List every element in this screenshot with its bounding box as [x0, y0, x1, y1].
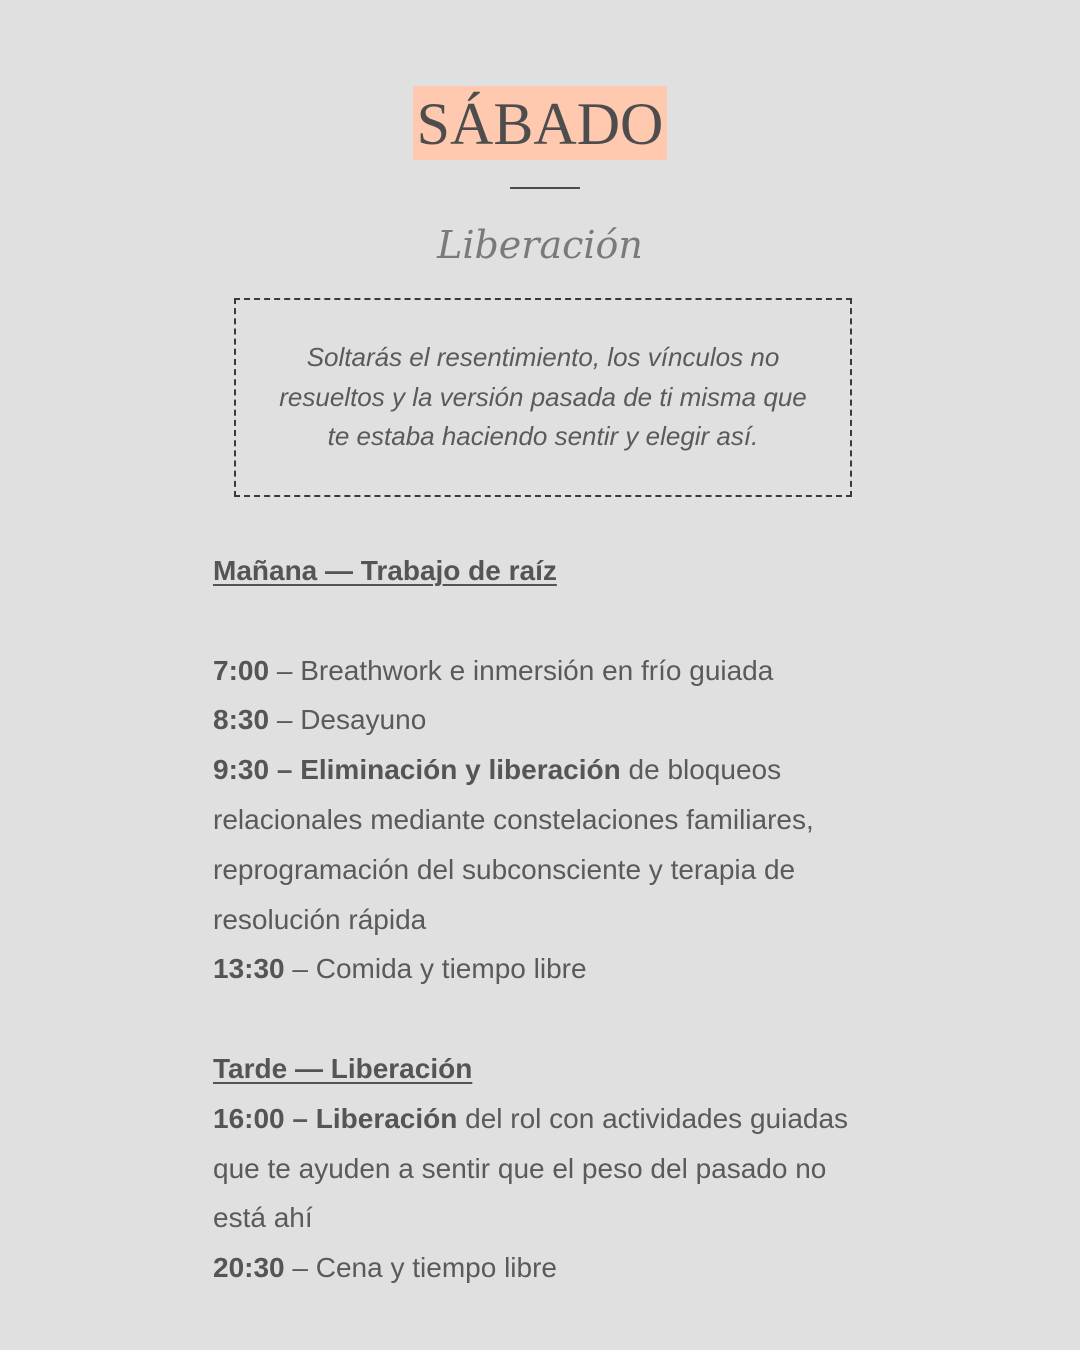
- entry-time: 9:30: [213, 754, 270, 786]
- entry-time: 20:30: [213, 1252, 285, 1284]
- entry-separator: –: [284, 1252, 316, 1284]
- entry-separator: –: [269, 704, 301, 736]
- entry-separator: –: [269, 654, 301, 686]
- entry-text: Cena y tiempo libre: [315, 1252, 557, 1284]
- entry-highlight: Liberación: [315, 1102, 458, 1134]
- schedule-entry: [213, 1094, 873, 1243]
- schedule-entry: [213, 745, 873, 944]
- schedule-entry: [213, 1243, 873, 1293]
- afternoon-entries: [213, 1094, 873, 1293]
- entry-text: del rol con actividades guiadas que te ayuden a sentir que el peso del pasado no está ahí: [213, 1102, 849, 1234]
- schedule-entry: [213, 695, 873, 745]
- spacer: [213, 994, 873, 1044]
- entry-separator: –: [284, 953, 316, 985]
- title-divider: [510, 187, 580, 189]
- schedule-entry: [213, 944, 873, 994]
- spacer: [213, 596, 873, 646]
- morning-entries: [213, 646, 873, 995]
- page-title: SÁBADO: [413, 86, 668, 160]
- entry-text: de bloqueos relacionales mediante constelaciones familiares, reprogramación del subconsciente y terapia de resolución rápida: [213, 754, 814, 935]
- entry-highlight: Eliminación y liberación: [300, 754, 621, 786]
- schedule: [213, 546, 873, 1293]
- entry-separator: –: [269, 754, 301, 786]
- entry-text: Breathwork e inmersión en frío guiada: [300, 654, 774, 686]
- afternoon-heading: Tarde — Liberación: [213, 1052, 473, 1084]
- morning-heading: Mañana — Trabajo de raíz: [213, 555, 557, 586]
- entry-time: 7:00: [213, 654, 270, 686]
- schedule-entry: [213, 646, 873, 696]
- page-subtitle: Liberación: [437, 223, 643, 267]
- title-container: [0, 86, 1080, 160]
- entry-separator: –: [284, 1102, 316, 1134]
- entry-time: 13:30: [213, 953, 285, 985]
- entry-time: 16:00: [213, 1102, 285, 1134]
- entry-text: Comida y tiempo libre: [315, 953, 587, 985]
- entry-time: 8:30: [213, 704, 270, 736]
- intro-box: [234, 298, 852, 497]
- entry-text: Desayuno: [300, 704, 427, 736]
- intro-text: Soltarás el resentimiento, los vínculos no resueltos y la versión pasada de ti misma que te estaba haciendo sentir y elegir así.: [279, 342, 807, 452]
